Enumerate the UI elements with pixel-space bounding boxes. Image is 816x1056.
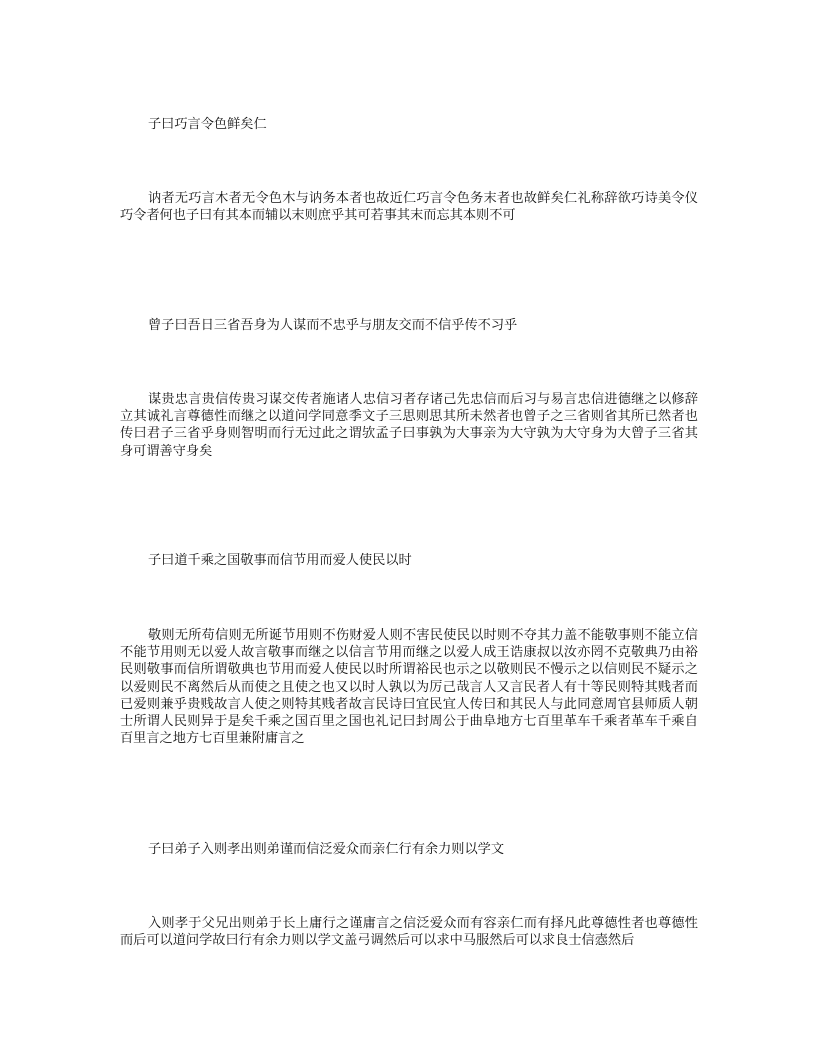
paragraph-4: 谋贵忠言贵信传贵习谋交传者施诸人忠信习者存诸己先忠信而后习与易言忠信进德继之以修辞立其诚礼言尊德性而继之以道问学同意季文子三思则思其所未然者也曾子之三省则省其所已然者也传曰君子三省乎身则智明而行无过此之谓欤孟子曰事孰为大事亲为大守孰为大守身为大曾子三省其身可谓善守身矣 <box>120 392 698 459</box>
paragraph-6: 敬则无所苟信则无所诞节用则不伤财爱人则不害民使民以时则不夺其力盖不能敬事则不能立信不能节用则无以爱人故言敬事而继之以信言节用而继之以爱人成王诰康叔以汝亦罔不克敬典乃由裕民则敬事而信所谓敬典也节用而爱人使民以时所谓裕民也示之以敬则民不慢示之以信则民不疑示之以爱则民不离然后从而使之且使之也又以时人孰以为厉己哉言人又言民者人有十等民则特其贱者而已爱则兼乎贵贱故言人使之则特其贱者故言民诗曰宜民宜人传曰和其民人与此同意周官县师质人朝士所谓人民则异于是矣千乘之国百里之国也礼记曰封周公于曲阜地方七百里革车千乘者革车千乘自百里言之地方七百里兼附庸言之 <box>120 628 698 747</box>
paragraph-1: 子曰巧言令色鲜矣仁 <box>148 117 267 132</box>
paragraph-5: 子曰道千乘之国敬事而信节用而爱人使民以时 <box>148 553 412 568</box>
paragraph-8: 入则孝于父兄出则弟于长上庸行之谨庸言之信泛爱众而有容亲仁而有择凡此尊德性者也尊德性而后可以道问学故曰行有余力则以学文盖弓调然后可以求中马服然后可以求良士信悫然后 <box>120 916 698 949</box>
paragraph-7: 子曰弟子入则孝出则弟谨而信泛爱众而亲仁行有余力则以学文 <box>148 842 505 857</box>
paragraph-2: 讷者无巧言木者无令色木与讷务本者也故近仁巧言令色务末者也故鲜矣仁礼称辞欲巧诗美令仪巧令者何也子曰有其本而辅以末则庶乎其可若事其末而忘其本则不可 <box>120 191 698 224</box>
paragraph-3: 曾子曰吾日三省吾身为人谋而不忠乎与朋友交而不信乎传不习乎 <box>148 318 518 333</box>
